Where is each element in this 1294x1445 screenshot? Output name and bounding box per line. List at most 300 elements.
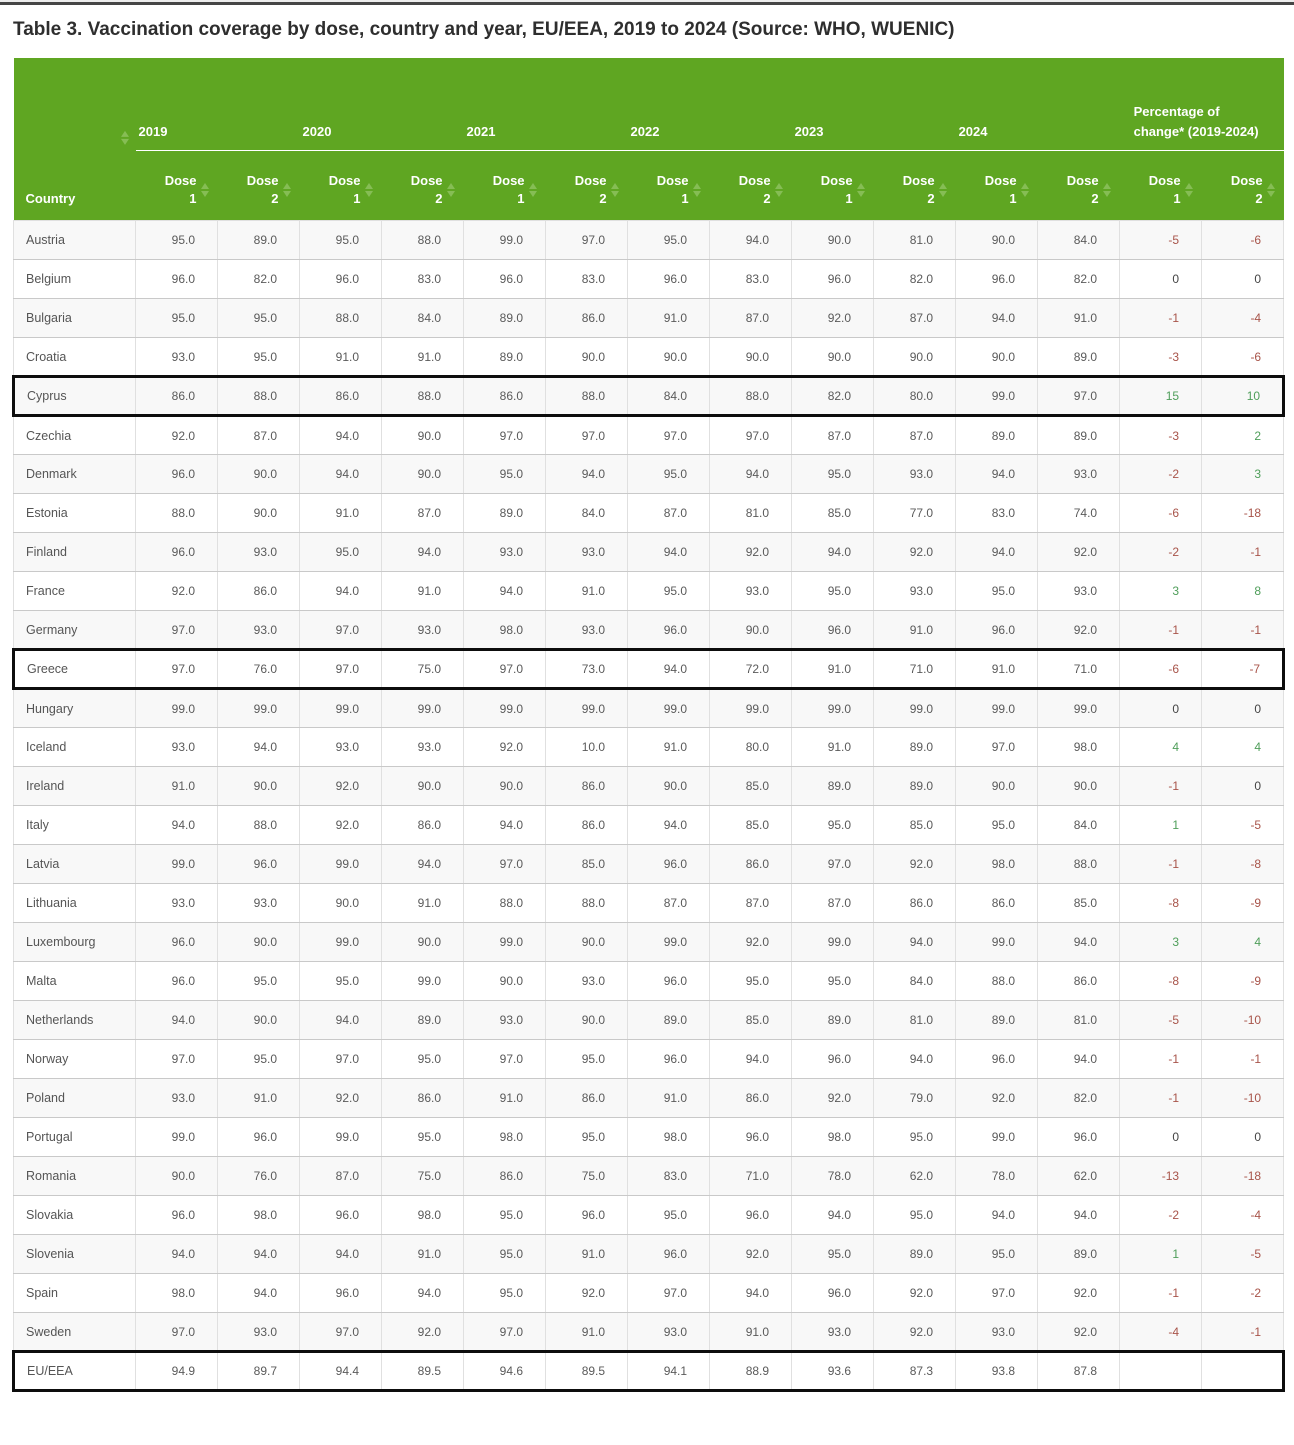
sort-arrows[interactable] bbox=[857, 183, 865, 197]
coverage-cell: 97.0 bbox=[956, 1274, 1038, 1313]
sort-arrows[interactable] bbox=[1267, 183, 1275, 197]
coverage-cell: 81.0 bbox=[1038, 1001, 1120, 1040]
coverage-cell: 99.0 bbox=[956, 377, 1038, 416]
coverage-cell: 95.0 bbox=[218, 962, 300, 1001]
sort-header-2022-dose-2[interactable] bbox=[710, 151, 792, 221]
coverage-cell: 93.0 bbox=[382, 611, 464, 650]
country-cell: Ireland bbox=[14, 767, 136, 806]
sort-descending-icon bbox=[611, 191, 619, 197]
country-cell: Malta bbox=[14, 962, 136, 1001]
coverage-cell: 87.3 bbox=[874, 1352, 956, 1391]
sort-arrows[interactable] bbox=[529, 183, 537, 197]
sort-header-2021-dose-2[interactable] bbox=[546, 151, 628, 221]
sort-descending-icon bbox=[775, 191, 783, 197]
column-group-2024: 2024 bbox=[956, 58, 1120, 151]
coverage-cell: 94.0 bbox=[1038, 923, 1120, 962]
coverage-cell: 94.0 bbox=[300, 572, 382, 611]
dose-header-label: Dose 2 bbox=[902, 172, 935, 207]
percent-change-cell: -8 bbox=[1120, 884, 1202, 923]
coverage-cell: 93.0 bbox=[956, 1313, 1038, 1352]
coverage-cell: 94.0 bbox=[792, 1196, 874, 1235]
coverage-cell: 91.0 bbox=[710, 1313, 792, 1352]
coverage-cell: 93.0 bbox=[546, 962, 628, 1001]
percent-change-cell: -18 bbox=[1202, 494, 1284, 533]
coverage-cell: 93.0 bbox=[874, 455, 956, 494]
coverage-cell: 73.0 bbox=[546, 650, 628, 689]
coverage-cell: 90.0 bbox=[628, 338, 710, 377]
coverage-cell: 90.0 bbox=[956, 221, 1038, 260]
coverage-cell: 86.0 bbox=[546, 806, 628, 845]
coverage-cell: 98.0 bbox=[1038, 728, 1120, 767]
coverage-cell: 93.0 bbox=[300, 728, 382, 767]
coverage-cell: 92.0 bbox=[382, 1313, 464, 1352]
coverage-cell: 95.0 bbox=[546, 1040, 628, 1079]
sort-arrows[interactable] bbox=[693, 183, 701, 197]
dose-header-label: Dose 2 bbox=[1230, 172, 1263, 207]
sort-ascending-icon bbox=[1021, 183, 1029, 189]
coverage-cell: 92.0 bbox=[464, 728, 546, 767]
coverage-cell: 80.0 bbox=[874, 377, 956, 416]
coverage-cell: 91.0 bbox=[546, 572, 628, 611]
coverage-cell: 87.0 bbox=[218, 416, 300, 455]
coverage-cell: 91.0 bbox=[382, 1235, 464, 1274]
percent-change-cell: -1 bbox=[1202, 1313, 1284, 1352]
table-row-slovenia bbox=[14, 1235, 1284, 1274]
percent-change-cell: -5 bbox=[1202, 806, 1284, 845]
coverage-cell: 88.0 bbox=[218, 806, 300, 845]
coverage-cell: 85.0 bbox=[710, 806, 792, 845]
coverage-cell: 97.0 bbox=[1038, 377, 1120, 416]
coverage-cell: 97.0 bbox=[136, 611, 218, 650]
coverage-cell: 91.0 bbox=[546, 1235, 628, 1274]
country-cell: Netherlands bbox=[14, 1001, 136, 1040]
coverage-cell: 97.0 bbox=[464, 1040, 546, 1079]
coverage-cell: 95.0 bbox=[710, 962, 792, 1001]
coverage-cell: 87.0 bbox=[628, 494, 710, 533]
sort-header-2020-dose-2[interactable] bbox=[382, 151, 464, 221]
coverage-cell: 95.0 bbox=[792, 455, 874, 494]
sort-header-2024-dose-1[interactable] bbox=[956, 151, 1038, 221]
table-title: Table 3. Vaccination coverage by dose, country and year, EU/EEA, 2019 to 2024 (Source: WHO, WUENIC) bbox=[13, 19, 955, 40]
coverage-cell: 87.0 bbox=[300, 1157, 382, 1196]
percent-change-cell: -6 bbox=[1120, 494, 1202, 533]
coverage-cell: 95.0 bbox=[956, 806, 1038, 845]
coverage-cell: 92.0 bbox=[300, 767, 382, 806]
coverage-cell: 94.0 bbox=[874, 923, 956, 962]
percent-change-cell: -10 bbox=[1202, 1079, 1284, 1118]
coverage-cell: 93.0 bbox=[218, 611, 300, 650]
country-cell: Estonia bbox=[14, 494, 136, 533]
coverage-cell: 96.0 bbox=[136, 455, 218, 494]
coverage-cell: 95.0 bbox=[628, 572, 710, 611]
coverage-cell: 86.0 bbox=[300, 377, 382, 416]
coverage-cell: 94.0 bbox=[956, 299, 1038, 338]
coverage-cell: 99.0 bbox=[628, 923, 710, 962]
coverage-cell: 99.0 bbox=[300, 923, 382, 962]
coverage-cell: 92.0 bbox=[300, 806, 382, 845]
coverage-cell: 82.0 bbox=[874, 260, 956, 299]
coverage-cell: 92.0 bbox=[1038, 533, 1120, 572]
coverage-cell: 97.0 bbox=[300, 1040, 382, 1079]
coverage-cell: 96.0 bbox=[300, 260, 382, 299]
coverage-cell: 92.0 bbox=[300, 1079, 382, 1118]
coverage-cell: 96.0 bbox=[792, 1274, 874, 1313]
table-row-sweden bbox=[14, 1313, 1284, 1352]
coverage-cell: 82.0 bbox=[1038, 1079, 1120, 1118]
coverage-cell: 95.0 bbox=[464, 455, 546, 494]
coverage-cell: 91.0 bbox=[792, 728, 874, 767]
coverage-cell: 91.0 bbox=[792, 650, 874, 689]
coverage-cell: 78.0 bbox=[956, 1157, 1038, 1196]
coverage-cell: 96.0 bbox=[792, 1040, 874, 1079]
coverage-cell: 85.0 bbox=[546, 845, 628, 884]
country-cell: Poland bbox=[14, 1079, 136, 1118]
sort-ascending-icon bbox=[693, 183, 701, 189]
sort-header-2021-dose-1[interactable] bbox=[464, 151, 546, 221]
percent-change-cell: -4 bbox=[1202, 299, 1284, 338]
coverage-cell: 77.0 bbox=[874, 494, 956, 533]
percent-change-cell: 0 bbox=[1202, 689, 1284, 728]
coverage-cell: 95.0 bbox=[218, 1040, 300, 1079]
percent-change-cell: -1 bbox=[1202, 533, 1284, 572]
coverage-cell: 94.0 bbox=[382, 1274, 464, 1313]
coverage-cell: 94.0 bbox=[956, 1196, 1038, 1235]
coverage-cell: 94.0 bbox=[956, 455, 1038, 494]
coverage-cell: 88.0 bbox=[300, 299, 382, 338]
sort-header-2024-dose-2[interactable] bbox=[1038, 151, 1120, 221]
coverage-cell: 88.0 bbox=[136, 494, 218, 533]
sort-arrows[interactable] bbox=[1185, 183, 1193, 197]
coverage-cell: 86.0 bbox=[546, 1079, 628, 1118]
percent-change-cell: -18 bbox=[1202, 1157, 1284, 1196]
coverage-cell: 87.0 bbox=[382, 494, 464, 533]
sort-header-2022-dose-1[interactable] bbox=[628, 151, 710, 221]
coverage-cell: 93.0 bbox=[464, 533, 546, 572]
coverage-cell: 92.0 bbox=[710, 923, 792, 962]
sort-arrows[interactable] bbox=[365, 183, 373, 197]
coverage-cell: 96.0 bbox=[136, 533, 218, 572]
coverage-cell: 90.0 bbox=[218, 767, 300, 806]
sort-arrows[interactable] bbox=[447, 183, 455, 197]
percent-change-cell: 0 bbox=[1120, 689, 1202, 728]
coverage-cell: 99.0 bbox=[136, 845, 218, 884]
coverage-cell: 96.0 bbox=[956, 260, 1038, 299]
coverage-cell: 89.0 bbox=[956, 1001, 1038, 1040]
country-cell: Hungary bbox=[14, 689, 136, 728]
coverage-cell: 99.0 bbox=[300, 1118, 382, 1157]
sort-descending-icon bbox=[121, 139, 129, 145]
table-row-poland bbox=[14, 1079, 1284, 1118]
coverage-cell: 88.0 bbox=[710, 377, 792, 416]
coverage-cell: 88.9 bbox=[710, 1352, 792, 1391]
table-row-spain bbox=[14, 1274, 1284, 1313]
percent-change-cell: 8 bbox=[1202, 572, 1284, 611]
table-row-denmark bbox=[14, 455, 1284, 494]
sort-ascending-icon bbox=[1103, 183, 1111, 189]
coverage-cell: 90.0 bbox=[136, 1157, 218, 1196]
coverage-cell: 76.0 bbox=[218, 650, 300, 689]
coverage-cell: 96.0 bbox=[136, 923, 218, 962]
table-row-france bbox=[14, 572, 1284, 611]
coverage-cell: 91.0 bbox=[464, 1079, 546, 1118]
coverage-cell: 91.0 bbox=[136, 767, 218, 806]
coverage-cell: 86.0 bbox=[710, 1079, 792, 1118]
column-header-country[interactable] bbox=[14, 58, 136, 221]
coverage-cell: 80.0 bbox=[710, 728, 792, 767]
percent-change-cell: -1 bbox=[1120, 1079, 1202, 1118]
sort-ascending-icon bbox=[529, 183, 537, 189]
coverage-cell: 97.0 bbox=[136, 650, 218, 689]
sort-descending-icon bbox=[529, 191, 537, 197]
percent-change-cell: -6 bbox=[1202, 338, 1284, 377]
coverage-cell: 90.0 bbox=[300, 884, 382, 923]
dose-header-label: Dose 2 bbox=[246, 172, 279, 207]
coverage-cell: 91.0 bbox=[546, 1313, 628, 1352]
coverage-cell: 89.0 bbox=[464, 299, 546, 338]
percent-change-cell: -1 bbox=[1120, 1274, 1202, 1313]
percent-change-cell: -13 bbox=[1120, 1157, 1202, 1196]
coverage-cell: 99.0 bbox=[382, 962, 464, 1001]
country-cell: Romania bbox=[14, 1157, 136, 1196]
percent-change-cell: -1 bbox=[1202, 611, 1284, 650]
coverage-cell: 99.0 bbox=[792, 689, 874, 728]
coverage-cell: 99.0 bbox=[956, 689, 1038, 728]
coverage-cell: 78.0 bbox=[792, 1157, 874, 1196]
coverage-cell: 88.0 bbox=[546, 884, 628, 923]
coverage-cell: 97.0 bbox=[464, 650, 546, 689]
coverage-cell: 96.0 bbox=[136, 1196, 218, 1235]
coverage-cell: 94.4 bbox=[300, 1352, 382, 1391]
sort-header-2019-dose-1[interactable] bbox=[136, 151, 218, 221]
coverage-cell: 71.0 bbox=[1038, 650, 1120, 689]
coverage-cell: 90.0 bbox=[464, 767, 546, 806]
coverage-cell: 96.0 bbox=[464, 260, 546, 299]
sort-arrows[interactable] bbox=[775, 183, 783, 197]
coverage-cell: 95.0 bbox=[628, 455, 710, 494]
coverage-cell: 95.0 bbox=[136, 299, 218, 338]
sort-header-2019-dose-2[interactable] bbox=[218, 151, 300, 221]
sort-descending-icon bbox=[693, 191, 701, 197]
sort-descending-icon bbox=[447, 191, 455, 197]
coverage-cell: 92.0 bbox=[874, 1274, 956, 1313]
sort-arrows[interactable] bbox=[121, 131, 129, 145]
coverage-cell: 92.0 bbox=[874, 845, 956, 884]
coverage-cell: 89.0 bbox=[218, 221, 300, 260]
coverage-cell: 97.0 bbox=[300, 611, 382, 650]
coverage-cell: 94.0 bbox=[300, 1001, 382, 1040]
coverage-cell: 98.0 bbox=[382, 1196, 464, 1235]
coverage-cell: 88.0 bbox=[218, 377, 300, 416]
coverage-cell: 91.0 bbox=[628, 1079, 710, 1118]
coverage-cell: 96.0 bbox=[710, 1118, 792, 1157]
coverage-cell: 88.0 bbox=[382, 377, 464, 416]
coverage-cell: 98.0 bbox=[628, 1118, 710, 1157]
percent-change-cell: -10 bbox=[1202, 1001, 1284, 1040]
percent-change-cell: 1 bbox=[1120, 1235, 1202, 1274]
table-row-italy bbox=[14, 806, 1284, 845]
table-row-finland bbox=[14, 533, 1284, 572]
sort-header-2023-dose-1[interactable] bbox=[792, 151, 874, 221]
coverage-cell: 86.0 bbox=[874, 884, 956, 923]
coverage-cell: 93.0 bbox=[792, 1313, 874, 1352]
table-row-estonia bbox=[14, 494, 1284, 533]
sort-ascending-icon bbox=[447, 183, 455, 189]
coverage-cell: 90.0 bbox=[874, 338, 956, 377]
country-cell: Spain bbox=[14, 1274, 136, 1313]
coverage-cell: 94.0 bbox=[874, 1040, 956, 1079]
column-group-2021: 2021 bbox=[464, 58, 628, 151]
coverage-cell: 99.0 bbox=[300, 689, 382, 728]
coverage-cell: 98.0 bbox=[464, 1118, 546, 1157]
table-row-luxembourg bbox=[14, 923, 1284, 962]
dose-header-label: Dose 2 bbox=[410, 172, 443, 207]
coverage-cell: 89.0 bbox=[792, 1001, 874, 1040]
dose-header-label: Dose 1 bbox=[492, 172, 525, 207]
table-row-netherlands bbox=[14, 1001, 1284, 1040]
country-cell: France bbox=[14, 572, 136, 611]
sort-arrows[interactable] bbox=[283, 183, 291, 197]
coverage-cell: 99.0 bbox=[464, 221, 546, 260]
sort-header-change-dose-1[interactable] bbox=[1120, 151, 1202, 221]
country-cell: Latvia bbox=[14, 845, 136, 884]
coverage-cell: 91.0 bbox=[382, 338, 464, 377]
coverage-cell: 94.0 bbox=[218, 1274, 300, 1313]
coverage-cell: 72.0 bbox=[710, 650, 792, 689]
percent-change-cell: 15 bbox=[1120, 377, 1202, 416]
coverage-cell: 99.0 bbox=[628, 689, 710, 728]
sort-header-change-dose-2[interactable] bbox=[1202, 151, 1284, 221]
coverage-cell: 91.0 bbox=[300, 338, 382, 377]
sort-arrows[interactable] bbox=[201, 183, 209, 197]
coverage-cell: 71.0 bbox=[874, 650, 956, 689]
coverage-cell: 98.0 bbox=[792, 1118, 874, 1157]
coverage-cell: 90.0 bbox=[218, 494, 300, 533]
coverage-cell: 97.0 bbox=[628, 1274, 710, 1313]
percent-change-cell: -3 bbox=[1120, 416, 1202, 455]
table-row-romania bbox=[14, 1157, 1284, 1196]
coverage-cell: 92.0 bbox=[874, 1313, 956, 1352]
sort-ascending-icon bbox=[611, 183, 619, 189]
coverage-cell: 86.0 bbox=[136, 377, 218, 416]
coverage-cell: 94.0 bbox=[300, 1235, 382, 1274]
coverage-cell: 86.0 bbox=[382, 1079, 464, 1118]
coverage-cell: 96.0 bbox=[628, 1040, 710, 1079]
sort-descending-icon bbox=[939, 191, 947, 197]
percent-change-cell: -4 bbox=[1202, 1196, 1284, 1235]
coverage-cell: 87.8 bbox=[1038, 1352, 1120, 1391]
sort-ascending-icon bbox=[121, 131, 129, 137]
coverage-cell: 95.0 bbox=[792, 1235, 874, 1274]
coverage-cell: 97.0 bbox=[464, 416, 546, 455]
percent-change-cell: 0 bbox=[1120, 260, 1202, 299]
sort-ascending-icon bbox=[283, 183, 291, 189]
sort-arrows[interactable] bbox=[939, 183, 947, 197]
coverage-cell: 83.0 bbox=[382, 260, 464, 299]
coverage-cell: 99.0 bbox=[464, 689, 546, 728]
coverage-cell: 81.0 bbox=[874, 1001, 956, 1040]
table-row-iceland bbox=[14, 728, 1284, 767]
country-cell: Portugal bbox=[14, 1118, 136, 1157]
sort-descending-icon bbox=[365, 191, 373, 197]
coverage-cell: 96.0 bbox=[628, 1235, 710, 1274]
coverage-cell: 96.0 bbox=[300, 1274, 382, 1313]
coverage-cell: 95.0 bbox=[792, 572, 874, 611]
sort-arrows[interactable] bbox=[1021, 183, 1029, 197]
coverage-cell: 75.0 bbox=[546, 1157, 628, 1196]
dose-header-label: Dose 2 bbox=[1066, 172, 1099, 207]
coverage-cell: 93.0 bbox=[218, 533, 300, 572]
coverage-cell: 95.0 bbox=[300, 533, 382, 572]
coverage-cell: 93.0 bbox=[1038, 572, 1120, 611]
coverage-cell: 91.0 bbox=[382, 572, 464, 611]
coverage-cell: 97.0 bbox=[546, 416, 628, 455]
country-cell: Croatia bbox=[14, 338, 136, 377]
coverage-cell: 96.0 bbox=[628, 260, 710, 299]
coverage-cell: 89.0 bbox=[874, 728, 956, 767]
coverage-cell: 97.0 bbox=[628, 416, 710, 455]
table-row-austria bbox=[14, 221, 1284, 260]
table-row-hungary bbox=[14, 689, 1284, 728]
coverage-cell: 91.0 bbox=[218, 1079, 300, 1118]
coverage-cell: 94.0 bbox=[218, 728, 300, 767]
sort-arrows[interactable] bbox=[1103, 183, 1111, 197]
percent-change-cell: -1 bbox=[1120, 845, 1202, 884]
table-row-cyprus bbox=[14, 377, 1284, 416]
percent-change-cell: 1 bbox=[1120, 806, 1202, 845]
coverage-cell: 90.0 bbox=[382, 767, 464, 806]
table-row-germany bbox=[14, 611, 1284, 650]
coverage-cell: 85.0 bbox=[874, 806, 956, 845]
coverage-cell: 96.0 bbox=[710, 1196, 792, 1235]
coverage-cell: 96.0 bbox=[136, 260, 218, 299]
coverage-cell: 89.0 bbox=[1038, 416, 1120, 455]
coverage-cell: 93.0 bbox=[710, 572, 792, 611]
percent-change-cell: 0 bbox=[1202, 260, 1284, 299]
sort-header-2023-dose-2[interactable] bbox=[874, 151, 956, 221]
percent-change-cell: -2 bbox=[1120, 1196, 1202, 1235]
sort-ascending-icon bbox=[939, 183, 947, 189]
column-group-percent-change: Percentage of change* (2019-2024) bbox=[1120, 58, 1284, 151]
coverage-cell: 99.0 bbox=[874, 689, 956, 728]
coverage-cell: 92.0 bbox=[1038, 1274, 1120, 1313]
coverage-cell: 92.0 bbox=[792, 1079, 874, 1118]
coverage-cell: 86.0 bbox=[710, 845, 792, 884]
country-cell: Slovakia bbox=[14, 1196, 136, 1235]
country-cell: Czechia bbox=[14, 416, 136, 455]
percent-change-cell: 4 bbox=[1202, 923, 1284, 962]
coverage-cell: 82.0 bbox=[1038, 260, 1120, 299]
coverage-cell: 96.0 bbox=[628, 845, 710, 884]
percent-change-cell: -8 bbox=[1202, 845, 1284, 884]
table-row-eu-eea bbox=[14, 1352, 1284, 1391]
coverage-cell: 81.0 bbox=[874, 221, 956, 260]
coverage-cell: 97.0 bbox=[792, 845, 874, 884]
coverage-cell: 99.0 bbox=[792, 923, 874, 962]
coverage-cell: 96.0 bbox=[300, 1196, 382, 1235]
country-cell: Greece bbox=[14, 650, 136, 689]
coverage-cell: 91.0 bbox=[628, 299, 710, 338]
sort-arrows[interactable] bbox=[611, 183, 619, 197]
coverage-cell: 90.0 bbox=[956, 767, 1038, 806]
coverage-cell: 93.0 bbox=[136, 338, 218, 377]
coverage-cell: 85.0 bbox=[710, 1001, 792, 1040]
coverage-cell: 91.0 bbox=[382, 884, 464, 923]
coverage-cell: 88.0 bbox=[382, 221, 464, 260]
coverage-cell: 93.0 bbox=[546, 611, 628, 650]
coverage-cell: 81.0 bbox=[710, 494, 792, 533]
coverage-cell: 91.0 bbox=[628, 728, 710, 767]
sort-header-2020-dose-1[interactable] bbox=[300, 151, 382, 221]
